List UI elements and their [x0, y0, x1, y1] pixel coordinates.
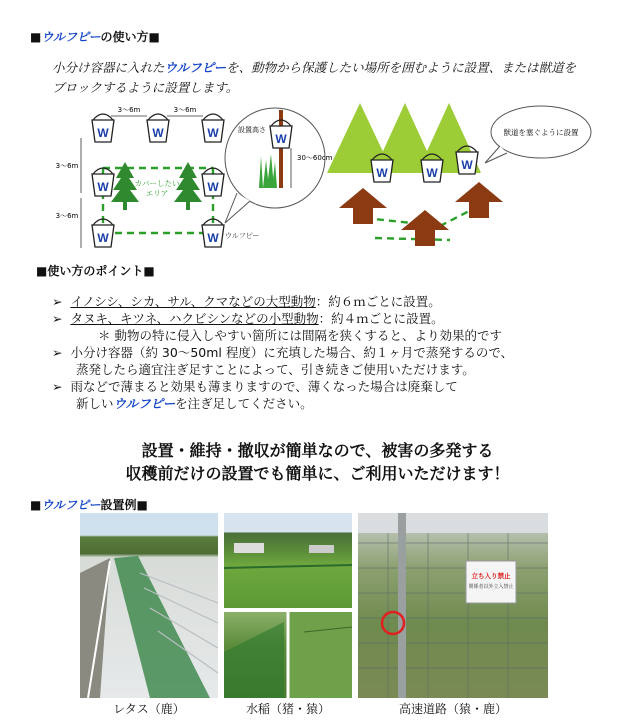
point-item: ➢ 雨などで薄まると効果も薄まりますので、薄くなった場合は廃棄して [52, 379, 458, 394]
installation-diagram: W 3～6m 3～6m 3～6m 3～6m カバーしたい エリア ウルフピー 設置高さ 30～60cm 獣道を塞ぐように設置 [55, 98, 615, 258]
spacing-v-2: 3～6m [55, 212, 79, 220]
cover-area-label-1: カバーしたい [134, 179, 180, 188]
stake-icon [279, 110, 283, 188]
promo-line-2: 収穫前だけの設置でも簡単に、ご利用いただけます！ [125, 464, 510, 483]
block-path-label: 獣道を塞ぐように設置 [503, 128, 579, 137]
cover-area-label-2: エリア [145, 189, 169, 198]
point-note: ＊ 動物の特に侵入しやすい箇所には間隔を狭くすると、より効果的です [98, 328, 502, 343]
product-label: ウルフピー [225, 232, 260, 240]
points-heading: ■使い方のポイント■ [36, 264, 155, 278]
promo-line-1: 設置・維持・撤収が簡単なので、被害の多発する [141, 441, 494, 460]
photo-highway [358, 513, 548, 698]
usage-title: ■ウルフピーの使い方■ [30, 30, 160, 44]
caption-rice: 水稲（猪・猿） [245, 702, 330, 716]
photo-rice-field [224, 513, 352, 608]
spacing-v-1: 3～6m [55, 162, 79, 170]
point-item: ➢ イノシシ、シカ、サル、クマなどの大型動物：約６ｍごとに設置。 [52, 294, 441, 309]
brand-name: ウルフピー [41, 30, 101, 44]
sign-text-1: 立ち入り禁止 [471, 572, 511, 580]
install-height-label: 設置高さ [238, 126, 266, 134]
photo-rice-fence [224, 612, 352, 698]
photo-lettuce [80, 513, 218, 698]
house-icon [455, 182, 503, 218]
intro-text: 小分け容器に入れたウルフピーを、動物から保護したい場所を囲むように設置、または獣道を ブロックするように設置します。 [52, 60, 577, 95]
point-item: ➢ 小分け容器（約 30～50ml 程度）に充填した場合、約１ヶ月で蒸発するので、 [52, 345, 514, 360]
spacing-h-2: 3～6m [173, 106, 197, 114]
examples-title: ■ウルフピー設置例■ [30, 498, 148, 512]
height-range: 30～60cm [297, 154, 333, 162]
points-list: ➢ イノシシ、シカ、サル、クマなどの大型動物：約６ｍごとに設置。 ➢ タヌキ、キツネ、ハクビシンなどの小型動物：約４ｍごとに設置。 ＊ 動物の特に侵入しやすい箇所には間隔を狭くすると、より効果的です ➢ 小分け容器（約 30～50ml 程度）に充填した場合、約１ヶ月で蒸発するので、 蒸発したら適宜注ぎ足すことによって、引き続きご使用いただけます。 ➢ 雨などで薄まると効果も薄まりますので、薄くなった場合は廃棄して 新しいウルフピーを注ぎ足してください。 [52, 293, 622, 412]
caption-highway: 高速道路（猿・鹿） [398, 702, 507, 716]
point-item: ➢ タヌキ、キツネ、ハクビシンなどの小型動物：約４ｍごとに設置。 [52, 311, 444, 326]
caption-lettuce: レタス（鹿） [113, 702, 185, 716]
spacing-h-1: 3～6m [117, 106, 141, 114]
sign-text-2: 関係者以外立入禁止 [468, 584, 514, 590]
